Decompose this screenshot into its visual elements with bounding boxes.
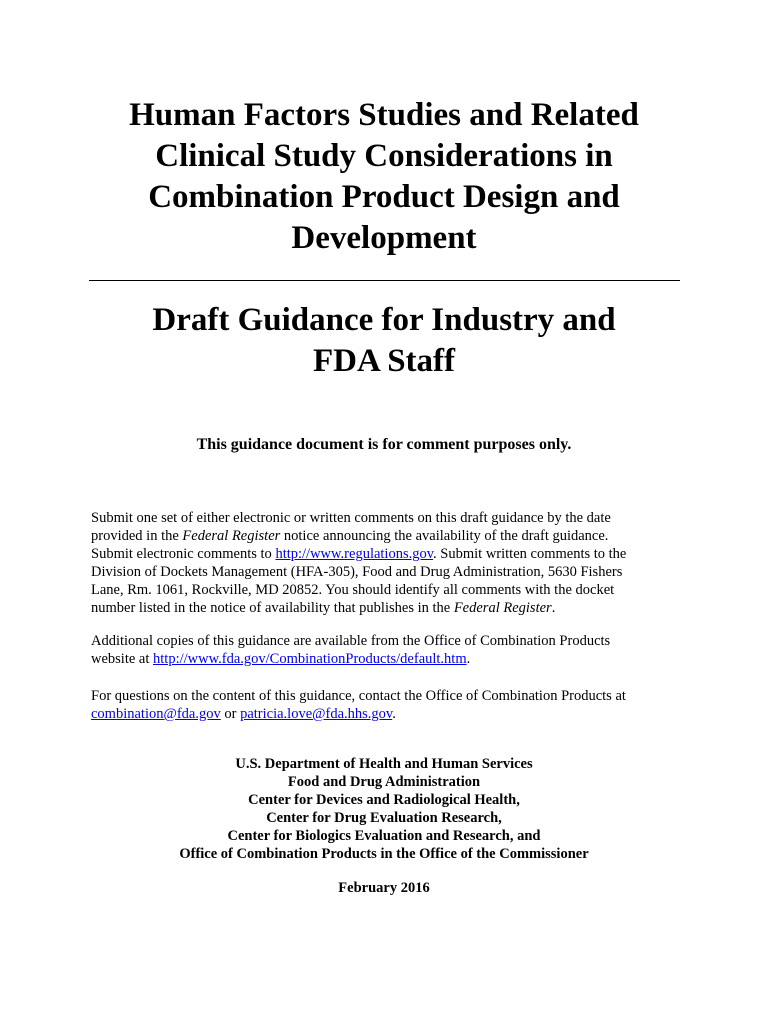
patricia-love-email-link[interactable]: patricia.love@fda.hhs.gov (240, 706, 393, 722)
agency-line: Office of Combination Products in the Office of the Commissioner (179, 846, 589, 862)
paragraph-line: Division of Dockets Management (HFA-305), Food and Drug Administration, 5630 Fishers (91, 564, 623, 580)
publication-date: February 2016 (338, 880, 430, 896)
title-line: Combination Product Design and (148, 179, 620, 215)
text-run: Submit electronic comments to (91, 546, 276, 562)
paragraph-line (91, 599, 691, 617)
paragraph-line (91, 545, 691, 563)
text-run: . (466, 651, 471, 667)
text-run: . Submit written comments to the (433, 546, 627, 562)
agency-line: Center for Drug Evaluation Research, (266, 810, 502, 826)
text-run: provided in the (91, 528, 183, 544)
paragraph-line (91, 527, 691, 545)
agency-line: Food and Drug Administration (287, 774, 481, 790)
federal-register-italic: Federal Register (453, 600, 552, 616)
additional-copies-paragraph (91, 632, 691, 668)
questions-paragraph (91, 687, 691, 723)
text-run: . (392, 706, 396, 722)
combination-products-link[interactable]: http://www.fda.gov/CombinationProducts/default.htm (153, 651, 467, 667)
title-line: Development (291, 220, 477, 256)
text-run: or (220, 706, 241, 722)
paragraph-line (91, 705, 691, 723)
comment-purpose-notice: This guidance document is for comment purposes only. (196, 436, 572, 453)
agency-line: Center for Devices and Radiological Health, (248, 792, 520, 808)
title-line: Clinical Study Considerations in (155, 138, 613, 174)
text-run: number listed in the notice of availability that publishes in the (91, 600, 454, 616)
paragraph-line: Additional copies of this guidance are available from the Office of Combination Products (91, 633, 611, 649)
text-run: . (551, 600, 556, 616)
subtitle-line: FDA Staff (312, 343, 456, 379)
title-line: Human Factors Studies and Related (129, 97, 639, 133)
federal-register-italic: Federal Register (182, 528, 281, 544)
document-title (60, 95, 708, 259)
paragraph-line: Submit one set of either electronic or written comments on this draft guidance by the date (91, 510, 611, 526)
text-run: notice announcing the availability of the draft guidance. (280, 528, 609, 544)
agency-line: Center for Biologics Evaluation and Research, and (227, 828, 541, 844)
document-subtitle (60, 300, 708, 382)
submit-comments-paragraph (91, 509, 691, 617)
combination-email-link[interactable]: combination@fda.gov (91, 706, 221, 722)
title-divider (89, 280, 680, 281)
subtitle-line: Draft Guidance for Industry and (152, 302, 616, 338)
paragraph-line (91, 650, 691, 668)
paragraph-line: For questions on the content of this guidance, contact the Office of Combination Products at (91, 688, 626, 704)
text-run: website at (91, 651, 154, 667)
issuing-agencies (60, 755, 708, 863)
paragraph-line: Lane, Rm. 1061, Rockville, MD 20852. You should identify all comments with the docket (91, 582, 615, 598)
regulations-gov-link[interactable]: http://www.regulations.gov (275, 546, 434, 562)
agency-line: U.S. Department of Health and Human Services (235, 756, 533, 772)
